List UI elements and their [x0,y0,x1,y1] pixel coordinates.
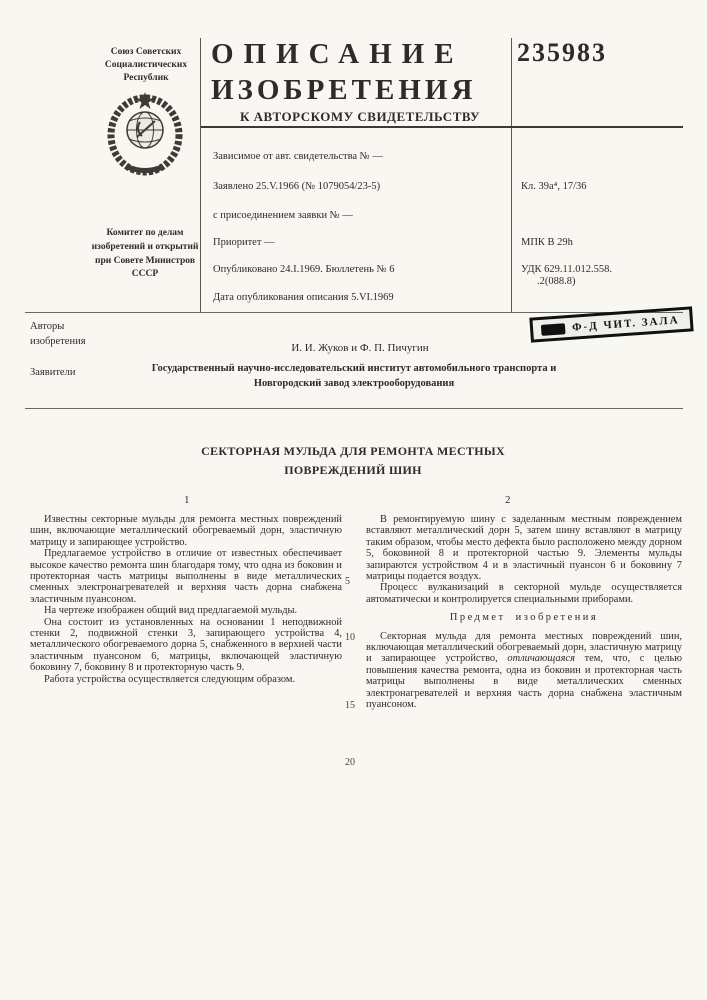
margin-line-number-10: 10 [345,632,355,643]
claim-paragraph [366,631,682,711]
body-paragraph: В ремонтируемую шину с заделанным местным повреждением вставляют металлический дорн 5, затем шину вставляют в матрицу таким образом, чтобы место дефекта было расположено между дорном 5, боковиной 8 и протекторной частью 9. Элементы мульды запираются устройством 4 и в эластичный пуансон 6 и боковину 7 матрицы подается воздух. [366,514,682,583]
body-paragraph: Известны секторные мульды для ремонта местных повреждений шин, включающие металлический обогреваемый дорн, эластичную матрицу и запирающее устройство. [30,514,342,548]
authors-label: Авторы изобретения [30,321,86,347]
body-paragraph: Она состоит из установленных на основании 1 неподвижной стенки 2, подвижной стенки 3, запирающего устройства 4, металлического обогреваемого дорна 5, снабженного в верхней части эластичным пуансоном 6, матрицы, включающей эластичную боковину 7, боковину 8 и протекторную часть 9. [30,616,342,674]
union-name: Союз Советских Социалистических Республик [104,47,188,83]
body-paragraph: На чертеже изображен общий вид предлагаемой мульды. [44,605,298,617]
dependent-certificate-line: Зависимое от авт. свидетельства № — [213,151,383,162]
body-column-left [30,514,342,685]
mpk-line: МПК B 29h [521,237,573,248]
doc-type-title-line2: ИЗОБРЕТЕНИЯ [211,74,477,106]
authors-bottom-rule [25,408,683,409]
ussr-emblem [106,90,184,176]
udk-line-2: .2(088.8) [537,276,576,287]
committee-name: Комитет по делам изобретений и открытий при Совете Министров СССР [91,228,199,280]
claim-text-pre: Секторная мульда для ремонта местных повреждений шин, включающая металлический обогреваемый дорн, эластичную матрицу и запирающее устройство, [366,630,682,665]
doc-subtitle: К АВТОРСКОМУ СВИДЕТЕЛЬСТВУ [239,109,481,124]
claim-heading: Предмет изобретения [449,612,599,624]
claim-text-emphasis: отличающаяся [507,653,575,665]
stamp-ink-blot [541,323,566,336]
published-line: Опубликовано 24.I.1969. Бюллетень № 6 [213,264,395,275]
patent-number: 235983 [517,38,607,67]
body-paragraph: Предлагаемое устройство в отличие от известных обеспечивает высокое качество ремонта шин благодаря тому, что одна из боковин и протекторная часть матрицы выполнены в виде металлических сменных электронагревателей и верхняя часть дорна снабжена эластичным пуансоном. [30,548,342,605]
margin-line-number-5: 5 [345,576,350,587]
applicants-names: Государственный научно-исследовательский институт автомобильного транспорта и Новгородский завод электрооборудования [151,363,557,390]
publication-date-line: Дата опубликования описания 5.VI.1969 [213,292,394,303]
annex-line: с присоединением заявки № — [213,210,353,221]
doc-type-title-line1: ОПИСАНИЕ [211,38,464,70]
priority-line: Приоритет — [213,237,275,248]
column-number-1: 1 [184,494,190,506]
body-paragraph: Работа устройства осуществляется следующим образом. [44,673,296,685]
column-number-2: 2 [505,494,511,506]
ussr-emblem-graphic [106,90,184,176]
applicants-label: Заявители [30,367,76,378]
class-line: Кл. 39а⁴, 17/36 [521,181,587,192]
margin-line-number-20: 20 [345,757,355,768]
margin-line-number-15: 15 [345,700,355,711]
application-filed-line: Заявлено 25.V.1966 (№ 1079054/23-5) [213,181,381,192]
udk-line-1: УДК 629.11.012.558. [521,264,613,275]
stamp-text: Ф-Д ЧИТ. ЗАЛА [571,314,680,334]
authors-names: И. И. Жуков и Ф. П. Пичугин [291,342,429,354]
claim-text-post: тем, что, с целью повышения качества ремонта, одна из боковин и протекторная часть матрицы выполнены в виде металлических сменных электронагревателей и верхняя часть дорна снабжена эластичным пуансоном. [366,653,682,711]
body-column-right [366,514,682,711]
header-title-rule [201,126,683,128]
invention-title: СЕКТОРНАЯ МУЛЬДА ДЛЯ РЕМОНТА МЕСТНЫХ ПОВРЕЖДЕНИЙ ШИН [201,444,505,477]
header-divider-right [511,38,512,312]
body-paragraph: Процесс вулканизаций в секторной мульде осуществляется автоматически и контролируется специальными приборами. [366,582,682,605]
